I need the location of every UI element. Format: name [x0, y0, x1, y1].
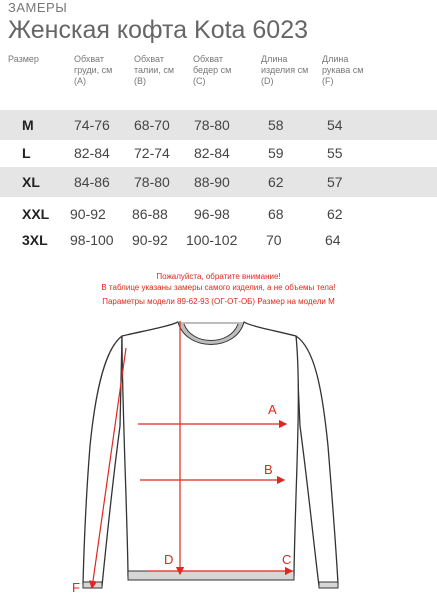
table-row — [0, 225, 437, 255]
chest-cell: 74-76 — [74, 117, 110, 133]
label-a: A — [268, 402, 277, 417]
sleeve-cell: 57 — [327, 174, 343, 190]
size-cell: XXL — [22, 206, 50, 222]
sleeve-cell: 54 — [327, 117, 343, 133]
hips-cell: 96-98 — [194, 206, 230, 222]
length-cell: 58 — [268, 117, 284, 133]
page-title: Женская кофта Kota 6023 — [8, 16, 309, 44]
chest-cell: 84-86 — [74, 174, 110, 190]
hips-cell: 88-90 — [194, 174, 230, 190]
sleeve-cell: 64 — [325, 232, 341, 248]
length-cell: 62 — [268, 174, 284, 190]
chest-cell: 82-84 — [74, 145, 110, 161]
waist-cell: 72-74 — [134, 145, 170, 161]
table-row — [0, 167, 437, 197]
label-b: B — [264, 462, 273, 477]
size-cell: M — [22, 117, 34, 133]
hips-cell: 78-80 — [194, 117, 230, 133]
header-length: Длина изделия см (D) — [261, 54, 309, 86]
waist-cell: 86-88 — [132, 206, 168, 222]
garment-diagram — [72, 316, 368, 598]
chest-cell: 90-92 — [70, 206, 106, 222]
waist-cell: 68-70 — [134, 117, 170, 133]
label-c: C — [282, 552, 292, 567]
waist-cell: 78-80 — [134, 174, 170, 190]
label-f: F — [72, 580, 80, 595]
table-row — [0, 110, 437, 140]
waist-cell: 90-92 — [132, 232, 168, 248]
notice-text: В таблице указаны замеры самого изделия, а не объемы тела! — [101, 283, 336, 292]
section-label: ЗАМЕРЫ — [8, 0, 68, 15]
header-sleeve: Длина рукава см (F) — [322, 54, 364, 86]
length-cell: 70 — [266, 232, 282, 248]
header-waist: Обхват талии, см (B) — [134, 54, 175, 86]
notice-heading: Пожалуйста, обратите внимание! — [156, 272, 281, 281]
hips-cell: 100-102 — [186, 232, 238, 248]
sleeve-cell: 62 — [327, 206, 343, 222]
hips-cell: 82-84 — [194, 145, 230, 161]
length-cell: 59 — [268, 145, 284, 161]
chest-cell: 98-100 — [70, 232, 114, 248]
sleeve-cell: 55 — [327, 145, 343, 161]
right-cuff — [319, 582, 338, 588]
label-d: D — [164, 552, 174, 567]
header-hips: Обхват бедер см (C) — [193, 54, 232, 86]
length-cell: 68 — [268, 206, 284, 222]
table-row — [0, 138, 437, 168]
header-size: Размер — [8, 54, 39, 64]
size-cell: XL — [22, 174, 40, 190]
hem-band — [128, 571, 294, 580]
size-cell: 3XL — [22, 232, 48, 248]
model-params: Параметры модели 89-62-93 (ОГ-ОТ-ОБ) Размер на модели М — [102, 297, 335, 306]
size-cell: L — [22, 145, 31, 161]
sweater-outline — [83, 322, 338, 586]
header-chest: Обхват груди, см (A) — [74, 54, 113, 86]
